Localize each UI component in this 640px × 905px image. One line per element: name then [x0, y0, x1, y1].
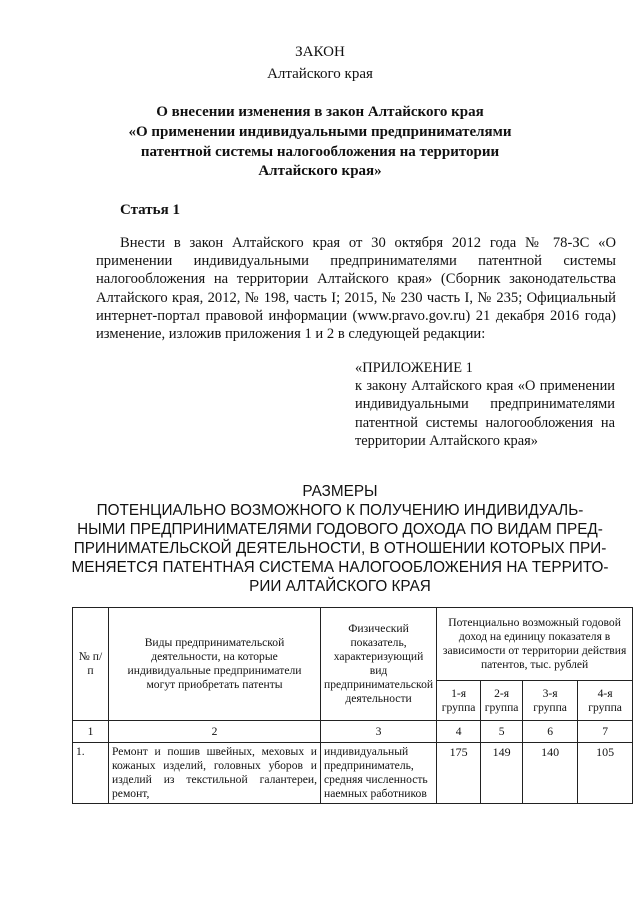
row-value-group-1: 175 [437, 743, 481, 804]
index-cell: 3 [321, 721, 437, 743]
row-indicator: индивидуальный предприниматель, средняя численность наемных работников [321, 743, 437, 804]
sizes-block [60, 482, 620, 596]
article-heading: Статья 1 [120, 202, 180, 218]
title-line-2: «О применении индивидуальными предпринимателями [128, 124, 512, 140]
row-num: 1. [73, 743, 109, 804]
sizes-line-5: РИИ АЛТАЙСКОГО КРАЯ [249, 578, 431, 595]
appendix-block [355, 359, 615, 450]
col-header-num: № п/п [73, 608, 109, 721]
sizes-line-1: ПОТЕНЦИАЛЬНО ВОЗМОЖНОГО К ПОЛУЧЕНИЮ ИНДИВИДУАЛЬ- [96, 502, 584, 519]
sizes-heading: РАЗМЕРЫ [302, 483, 378, 500]
table-row [73, 743, 633, 804]
sizes-line-4: МЕНЯЕТСЯ ПАТЕНТНАЯ СИСТЕМА НАЛОГООБЛОЖЕНИЯ НА ТЕРРИТО- [71, 559, 609, 576]
title-line-3: патентной системы налогообложения на территории [140, 144, 500, 160]
law-heading: ЗАКОН [295, 44, 345, 60]
group-header-2: 2-я группа [481, 681, 523, 721]
index-cell: 2 [109, 721, 321, 743]
col-header-income: Потенциально возможный годовой доход на единицу показателя в зависимости от территории действия патентов, тыс. рублей [437, 608, 633, 681]
appendix-title: «ПРИЛОЖЕНИЕ 1 [355, 360, 473, 376]
index-cell: 7 [578, 721, 633, 743]
row-value-group-3: 140 [523, 743, 578, 804]
index-cell: 4 [437, 721, 481, 743]
group-header-3: 3-я группа [523, 681, 578, 721]
index-cell: 6 [523, 721, 578, 743]
title-line-4: Алтайского края» [258, 163, 382, 179]
article-text-body: Внести в закон Алтайского края от 30 октября 2012 года № 78-ЗС «О применении индивидуальными предпринимателями патентной системы налогообложения на территории Алтайского края» (Сборник законодательства Алтайского края, 2012, № 198, часть I; 2015, № 230 часть I, № 235; Официальный интернет-портал правовой информации (www.pravo.gov.ru) 21 декабря 2016 года) изменение, изложив приложения 1 и 2 в следующей редакции: [96, 235, 616, 343]
row-kind: Ремонт и пошив швейных, меховых и кожаных изделий, головных уборов и изделий из текстильной галантереи, ремонт, [109, 743, 321, 804]
row-value-group-4: 105 [578, 743, 633, 804]
law-region: Алтайского края [267, 66, 373, 82]
col-header-kind: Виды предпринимательской деятельности, на которые индивидуальные предприниматели могут приобретать патенты [109, 608, 321, 721]
title-line-1: О внесении изменения в закон Алтайского края [156, 104, 484, 120]
group-header-4: 4-я группа [578, 681, 633, 721]
index-cell: 1 [73, 721, 109, 743]
row-value-group-2: 149 [481, 743, 523, 804]
article-text [96, 234, 616, 343]
appendix-text: к закону Алтайского края «О применении индивидуальными предпринимателями патентной системы налогообложения на территории Алтайского края» [355, 378, 615, 449]
col-header-indicator: Физический показатель, характеризующий вид предпринимательской деятельности [321, 608, 437, 721]
sizes-line-3: ПРИНИМАТЕЛЬСКОЙ ДЕЯТЕЛЬНОСТИ, В ОТНОШЕНИИ КОТОРЫХ ПРИ- [73, 540, 607, 557]
income-table [72, 607, 633, 804]
index-cell: 5 [481, 721, 523, 743]
group-header-1: 1-я группа [437, 681, 481, 721]
sizes-line-2: НЫМИ ПРЕДПРИНИМАТЕЛЯМИ ГОДОВОГО ДОХОДА ПО ВИДАМ ПРЕД- [77, 521, 603, 538]
